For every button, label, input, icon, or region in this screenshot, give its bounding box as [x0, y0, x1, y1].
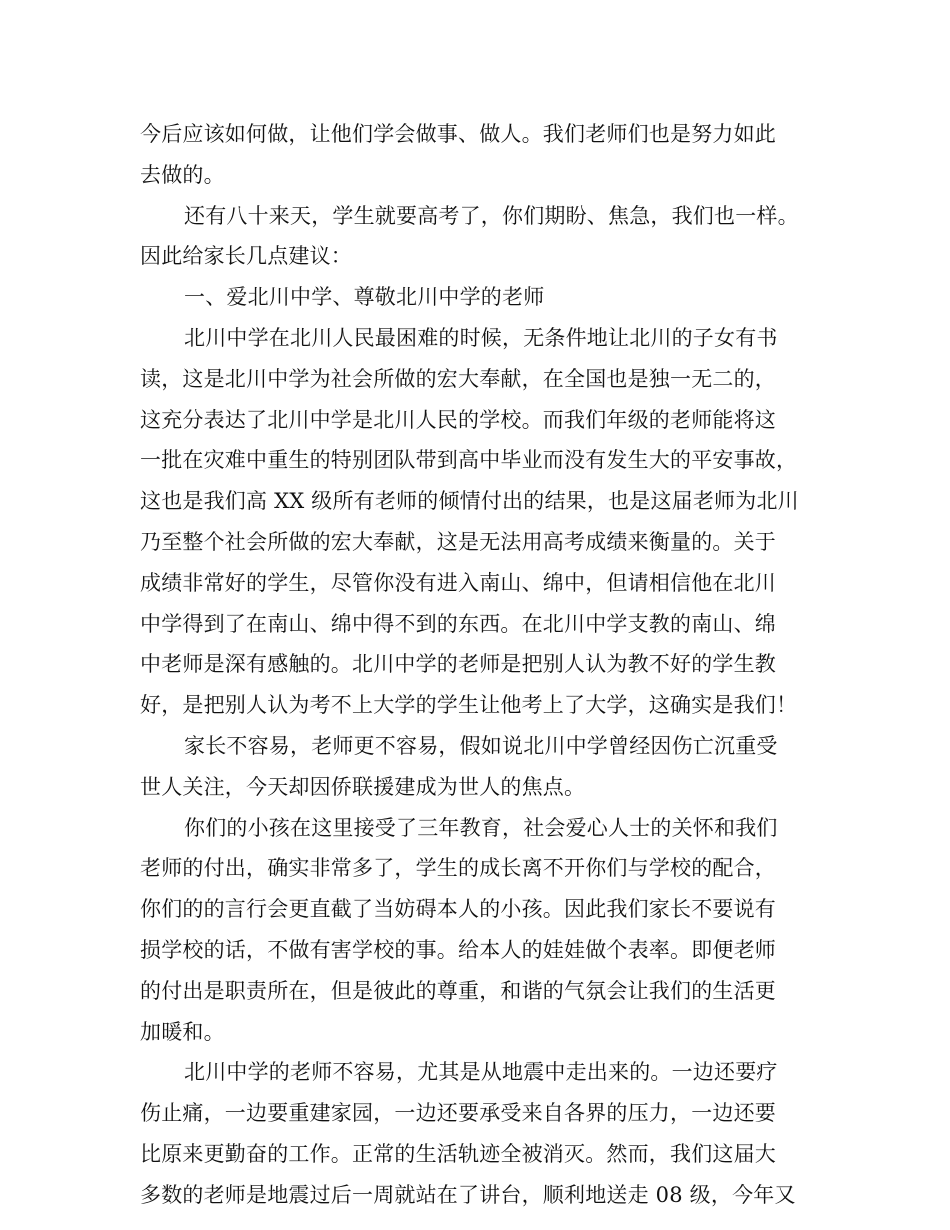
text-line: 一批在灾难中重生的特别团队带到高中毕业而没有发生大的平安事故，: [140, 448, 798, 473]
text-line: 因此给家长几点建议：: [140, 244, 352, 269]
text-line: 你们的的言行会更直截了当妨碍本人的小孩。因此我们家长不要说有: [140, 897, 776, 922]
text-line: 老师的付出，确实非常多了，学生的成长离不开你们与学校的配合，: [140, 856, 776, 881]
text-line: 伤止痛，一边要重建家园，一边还要承受来自各界的压力，一边还要: [140, 1101, 776, 1126]
paragraph-start-line: 北川中学的老师不容易，尤其是从地震中走出来的。一边还要疗: [184, 1060, 778, 1085]
paragraph-start-line: 家长不容易，老师更不容易，假如说北川中学曾经因伤亡沉重受: [184, 733, 778, 758]
text-line: 成绩非常好的学生，尽管你没有进入南山、绵中，但请相信他在北川: [140, 570, 776, 595]
text-line: 好，是把别人认为考不上大学的学生让他考上了大学，这确实是我们！: [140, 693, 798, 718]
text-line: 读，这是北川中学为社会所做的宏大奉献，在全国也是独一无二的，: [140, 366, 776, 391]
text-line: 这也是我们高 XX 级所有老师的倾情付出的结果，也是这届老师为北川: [140, 489, 799, 514]
text-line: 比原来更勤奋的工作。正常的生活轨迹全被消灭。然而，我们这届大: [140, 1141, 776, 1166]
text-line: 这充分表达了北川中学是北川人民的学校。而我们年级的老师能将这: [140, 407, 776, 432]
text-line: 世人关注，今天却因侨联援建成为世人的焦点。: [140, 774, 586, 799]
text-line: 多数的老师是地震过后一周就站在了讲台，顺利地送走 08 级，今年又: [140, 1182, 796, 1207]
text-line: 的付出是职责所在，但是彼此的尊重，和谐的气氛会让我们的生活更: [140, 978, 776, 1003]
text-line: 今后应该如何做，让他们学会做事、做人。我们老师们也是努力如此: [140, 122, 776, 146]
text-line: 去做的。: [140, 162, 225, 187]
text-line: 乃至整个社会所做的宏大奉献，这是无法用高考成绩来衡量的。关于: [140, 529, 776, 554]
text-line: 中老师是深有感触的。北川中学的老师是把别人认为教不好的学生教: [140, 652, 776, 677]
body-text: [140, 114, 810, 1216]
paragraph-start-line: 还有八十来天，学生就要高考了，你们期盼、焦急，我们也一样。: [184, 203, 799, 228]
paragraph-start-line: 你们的小孩在这里接受了三年教育，社会爱心人士的关怀和我们: [184, 815, 778, 840]
paragraph-start-line: 北川中学在北川人民最困难的时候，无条件地让北川的子女有书: [184, 325, 778, 350]
text-line: 损学校的话，不做有害学校的事。给本人的娃娃做个表率。即便老师: [140, 937, 776, 962]
text-line: 中学得到了在南山、绵中得不到的东西。在北川中学支教的南山、绵: [140, 611, 776, 636]
text-line: 加暖和。: [140, 1019, 225, 1044]
section-heading: 一、爱北川中学、尊敬北川中学的老师: [184, 285, 545, 310]
